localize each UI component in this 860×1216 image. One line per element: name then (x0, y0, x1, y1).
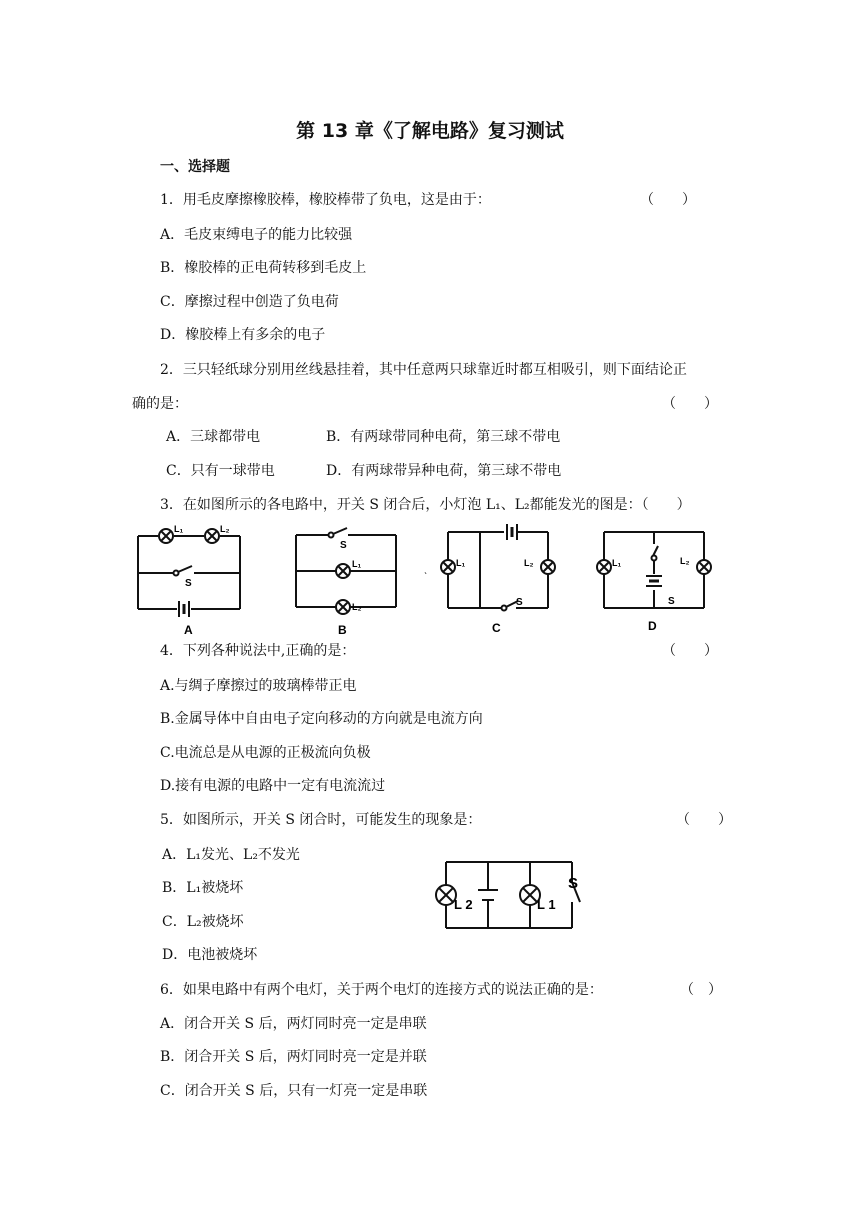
question-2-option-c: C．只有一球带电 (166, 463, 275, 479)
label-l1: L₁ (612, 558, 622, 568)
question-6-answer-blank: （ ） (680, 982, 722, 998)
question-2-answer-blank: （ ） (662, 396, 718, 412)
question-2-option-d: D．有两球带异种电荷，第三球不带电 (326, 463, 562, 479)
question-6-option-b: B．闭合开关 S 后，两灯同时亮一定是并联 (160, 1049, 427, 1065)
question-4-option-a: A.与绸子摩擦过的玻璃棒带正电 (160, 678, 357, 694)
question-5-option-c: C．L₂被烧坏 (162, 914, 244, 930)
label-s: S (185, 578, 192, 589)
question-5-answer-blank: （ ） (676, 812, 732, 828)
circuit-diagram-q5 (434, 858, 584, 936)
label-l1: L 1 (537, 897, 556, 912)
battery-icon (646, 576, 662, 586)
section-heading: 一、选择题 (160, 159, 230, 175)
label-l1: L₁ (174, 524, 184, 534)
figure-label-d: D (648, 619, 657, 633)
question-1-option-d: D．橡胶棒上有多余的电子 (160, 327, 326, 343)
label-s: S (516, 597, 523, 608)
question-1-answer-blank: （ ） (640, 192, 696, 208)
battery-icon (478, 890, 498, 900)
label-l2: L₂ (680, 556, 690, 566)
switch-icon (174, 566, 193, 576)
lamp-icon (205, 529, 219, 543)
circuit-diagram-a (132, 520, 252, 640)
switch-icon (329, 528, 348, 538)
battery-icon (179, 601, 189, 617)
lamp-icon (697, 560, 711, 574)
page-title: 第 13 章《了解电路》复习测试 (296, 120, 564, 142)
lamp-icon (436, 885, 456, 905)
circuit-diagram-d (592, 520, 722, 640)
label-l2: L₂ (352, 602, 362, 612)
label-l1: L₁ (456, 558, 466, 568)
question-5-option-d: D．电池被烧坏 (162, 947, 258, 963)
battery-icon (507, 524, 517, 540)
question-1-option-c: C．摩擦过程中创造了负电荷 (160, 294, 339, 310)
label-l2: L₂ (524, 558, 534, 568)
question-6-stem: 6．如果电路中有两个电灯，关于两个电灯的连接方式的说法正确的是： (160, 982, 603, 998)
circuit-diagram-b (290, 520, 410, 640)
label-l2: L₂ (220, 524, 230, 534)
question-1-option-a: A．毛皮束缚电子的能力比较强 (160, 227, 353, 243)
question-4-option-d: D.接有电源的电路中一定有电流流过 (160, 778, 386, 794)
figure-label-b: B (338, 623, 347, 637)
lamp-icon (597, 560, 611, 574)
question-4-stem: 4．下列各种说法中,正确的是： (160, 643, 356, 659)
question-2-option-a: A．三球都带电 (166, 429, 261, 445)
question-3-stem: 3．在如图所示的各电路中，开关 S 闭合后，小灯泡 L₁、L₂都能发光的图是：（ ） (160, 497, 691, 513)
question-5-option-a: A．L₁发光、L₂不发光 (162, 847, 300, 863)
question-4-answer-blank: （ ） (662, 643, 718, 659)
question-4-option-c: C.电流总是从电源的正极流向负极 (160, 745, 371, 761)
label-l1: L₁ (352, 559, 362, 569)
question-1-stem: 1．用毛皮摩擦橡胶棒，橡胶棒带了负电，这是由于： (160, 192, 491, 208)
question-1-option-b: B．橡胶棒的正电荷转移到毛皮上 (160, 260, 367, 276)
question-4-option-b: B.金属导体中自由电子定向移动的方向就是电流方向 (160, 711, 483, 727)
lamp-icon (336, 600, 350, 614)
question-2-stem-line1: 2．三只轻纸球分别用丝线悬挂着，其中任意两只球靠近时都互相吸引，则下面结论正 (160, 362, 687, 378)
label-l2: L 2 (454, 897, 473, 912)
circuit-diagram-c (424, 520, 558, 640)
lamp-icon (159, 529, 173, 543)
question-6-option-c: C．闭合开关 S 后，只有一灯亮一定是串联 (160, 1083, 428, 1099)
question-5-option-b: B．L₁被烧坏 (162, 880, 244, 896)
lamp-icon (541, 560, 555, 574)
switch-icon (652, 546, 659, 561)
label-s: S (668, 596, 675, 607)
label-s: S (568, 875, 579, 892)
question-6-option-a: A．闭合开关 S 后，两灯同时亮一定是串联 (160, 1016, 427, 1032)
question-2-option-b: B．有两球带同种电荷，第三球不带电 (326, 429, 561, 445)
question-2-stem-line2: 确的是： (132, 396, 188, 412)
question-5-stem: 5．如图所示，开关 S 闭合时，可能发生的现象是： (160, 812, 482, 828)
lamp-icon (441, 560, 455, 574)
lamp-icon (336, 564, 350, 578)
figure-label-a: A (184, 623, 193, 637)
stray-mark: ˋ (424, 572, 428, 583)
figure-label-c: C (492, 621, 501, 635)
label-s: S (340, 540, 347, 551)
